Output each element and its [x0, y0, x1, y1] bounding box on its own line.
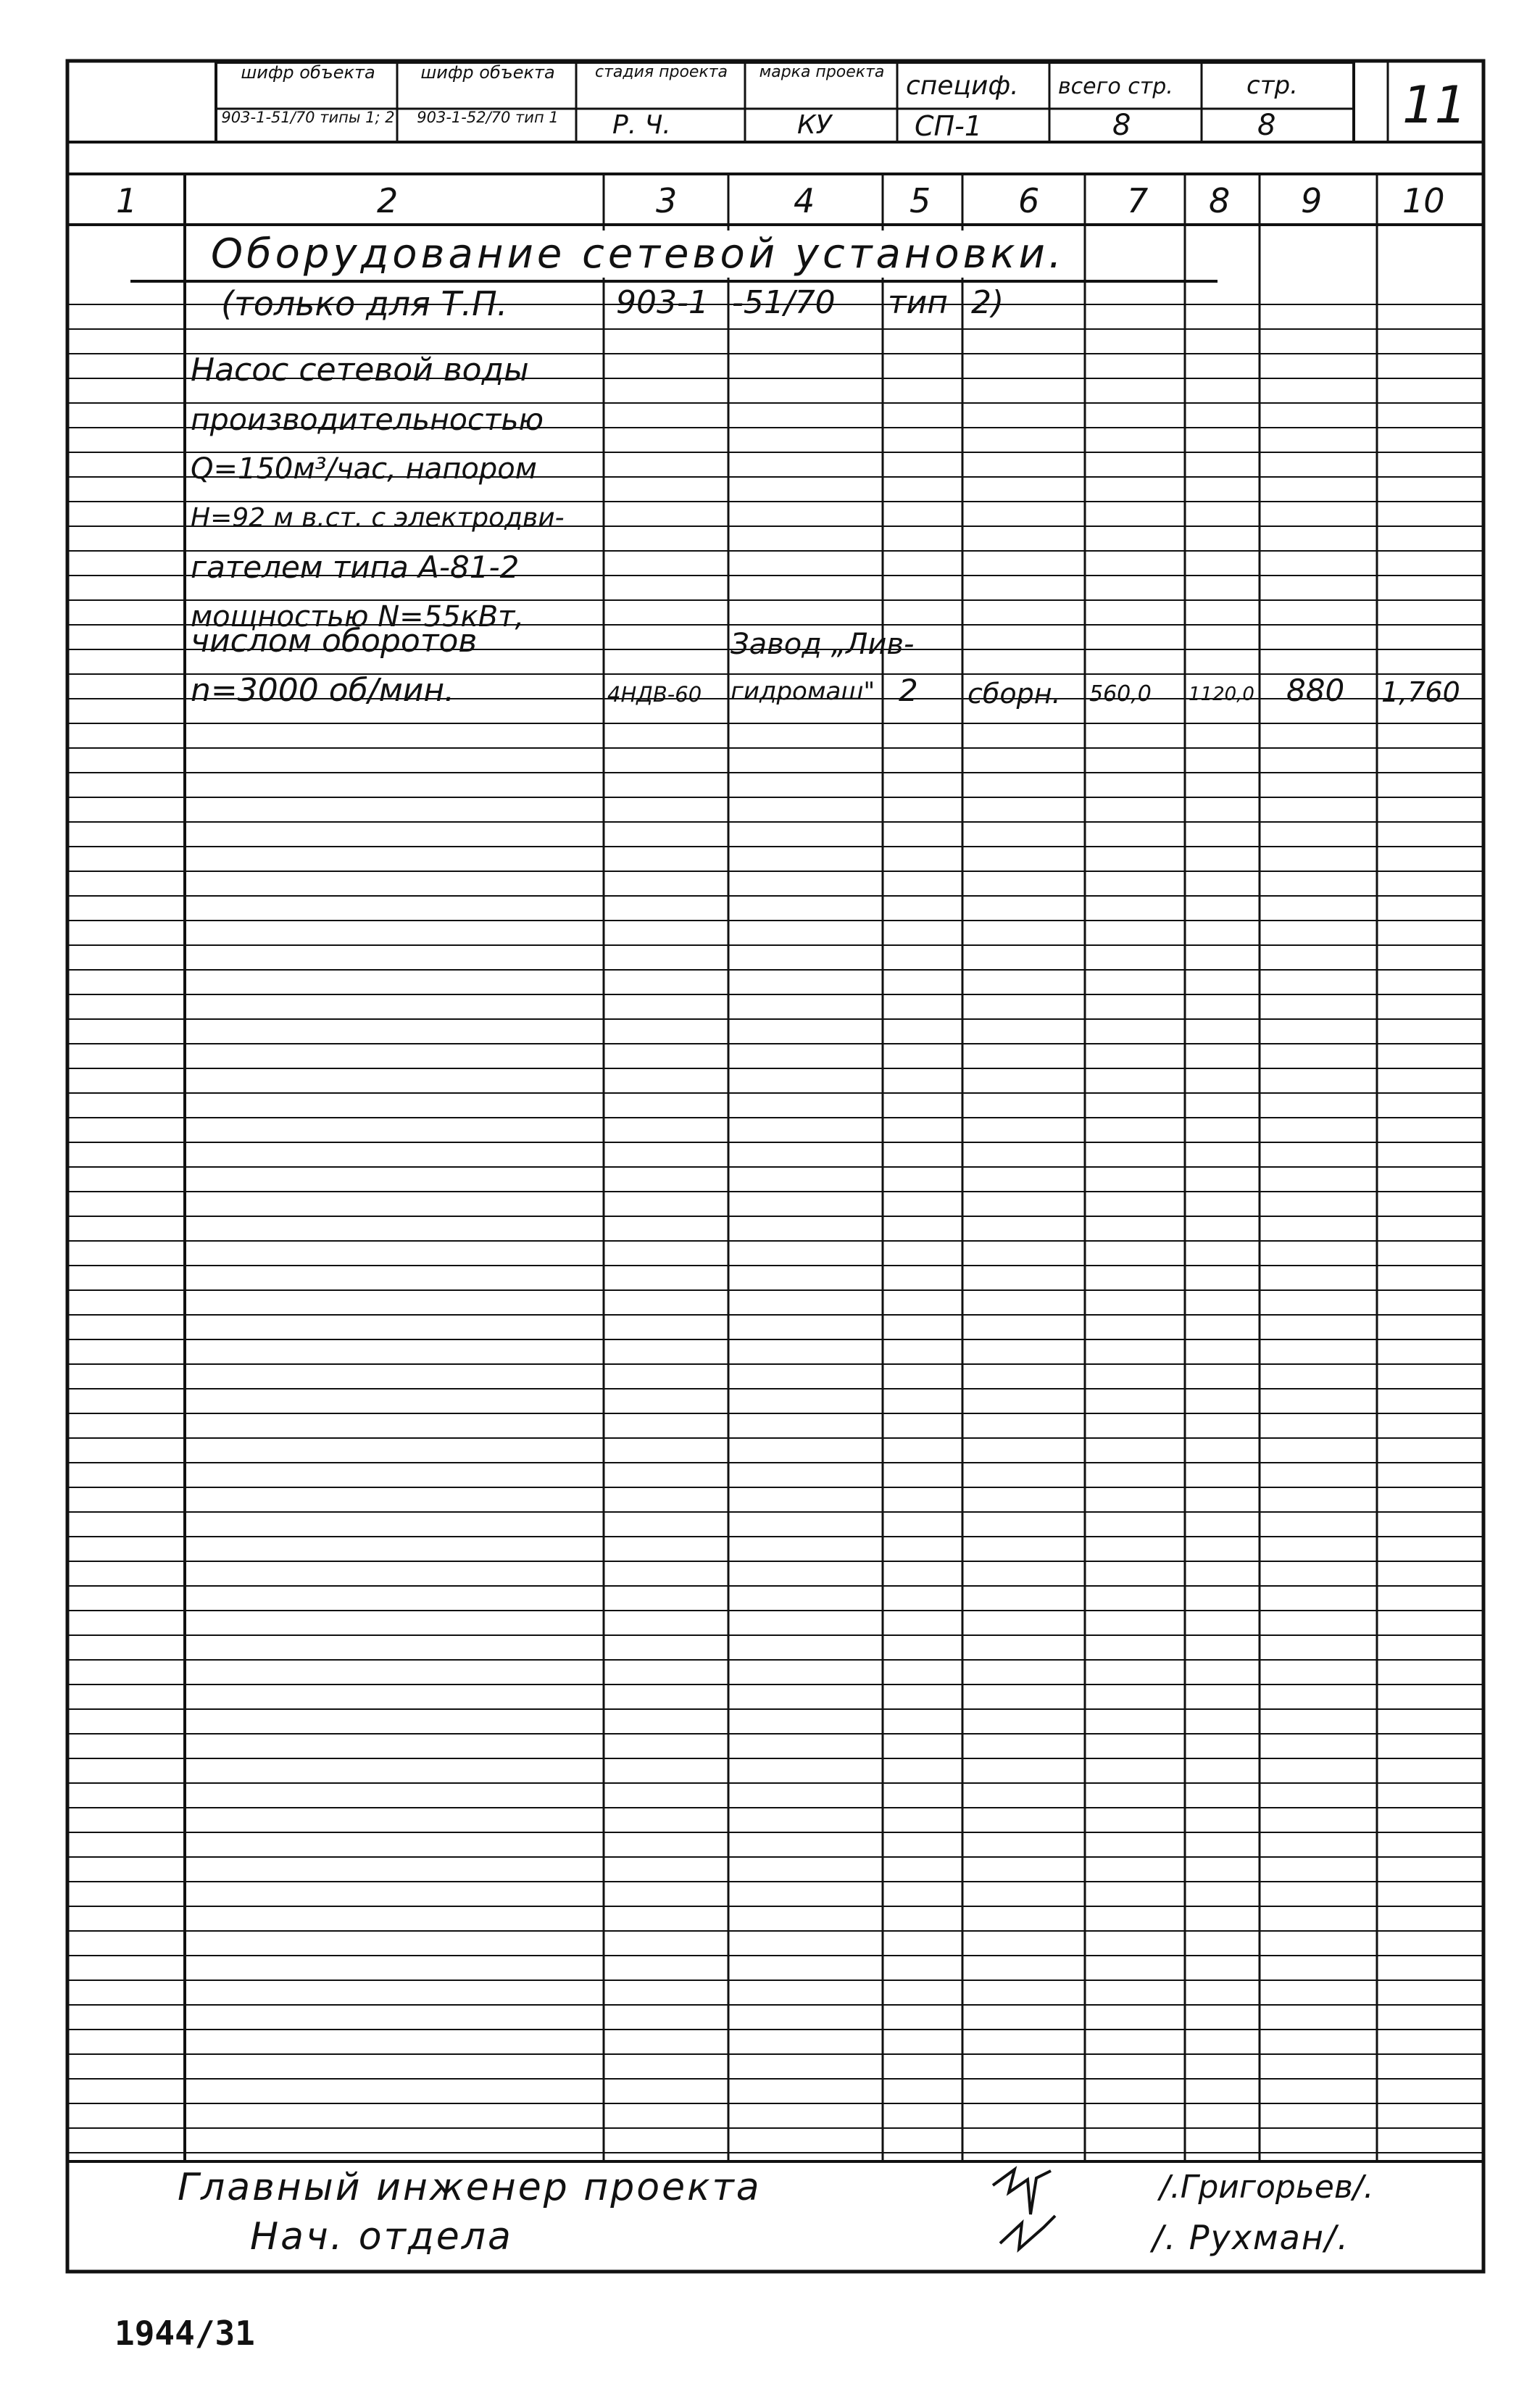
footer-name-department-head: /. Рухман/. [1152, 2218, 1350, 2257]
item-unit-cost: 880 [1286, 673, 1345, 708]
item-description-line-8: n=3000 об/мин. [191, 672, 455, 709]
signature-scribble [986, 2164, 1102, 2265]
section-subtitle-type: тип [888, 284, 948, 321]
stamp-header-project-stage: стадия проекта [594, 63, 728, 81]
col-number-4: 4 [794, 181, 815, 220]
item-quantity: 2 [899, 673, 918, 708]
item-total-cost: 1,760 [1381, 676, 1460, 708]
footer-role-department-head: Нач. отдела [250, 2215, 513, 2259]
item-assembly: сборн. [967, 678, 1061, 710]
footer-name-chief-engineer: /.Григорьев/. [1160, 2169, 1374, 2206]
stamp-header-object-code-1: шифр объекта [241, 62, 375, 83]
col-number-1: 1 [116, 181, 138, 220]
sheet-number: 11 [1402, 75, 1468, 135]
stamp-value-object-code-1: 903-1-51/70 типы 1; 2 [221, 109, 395, 126]
col-number-5: 5 [910, 181, 931, 220]
stamp-value-project-mark: КУ [797, 110, 832, 140]
item-description-line-3: Q=150м³/час, напором [191, 452, 537, 486]
section-subtitle-code-b: -51/70 [732, 284, 836, 321]
stamp-header-object-code-2: шифр объекта [420, 62, 555, 83]
section-title: Оборудование сетевой установки. [207, 230, 1070, 278]
item-model: 4НДВ-60 [607, 682, 702, 707]
col-number-2: 2 [377, 181, 399, 220]
item-description-line-1: Насос сетевой воды [191, 352, 529, 389]
stamp-header-spec: специф. [906, 71, 1019, 101]
item-description-line-6: мощностью N=55кВт, [191, 600, 525, 633]
col-number-8: 8 [1209, 181, 1231, 220]
stamp-header-total-pages: всего стр. [1058, 74, 1173, 99]
stamp-value-project-stage: Р. Ч. [612, 110, 671, 140]
item-unit-weight: 560,0 [1089, 681, 1152, 707]
col-number-7: 7 [1127, 181, 1149, 220]
section-subtitle-prefix: (только для Т.П. [221, 284, 508, 323]
item-description-line-5: гателем типа А-81-2 [191, 549, 520, 585]
col-number-6: 6 [1018, 181, 1040, 220]
item-description-line-2: производительностью [191, 402, 544, 437]
col-number-3: 3 [656, 181, 678, 220]
footer-role-chief-engineer: Главный инженер проекта [178, 2166, 762, 2209]
stamp-value-spec: СП-1 [915, 110, 982, 142]
item-total-weight: 1120,0 [1189, 684, 1254, 705]
stamp-value-object-code-2: 903-1-52/70 тип 1 [417, 109, 559, 126]
item-manufacturer-line-1: Завод „Лив- [731, 628, 915, 661]
archive-number: 1944/31 [115, 2314, 255, 2353]
stamp-header-project-mark: марка проекта [759, 63, 885, 81]
stamp-value-total-pages: 8 [1112, 109, 1131, 142]
stamp-header-page: стр. [1246, 71, 1298, 100]
section-subtitle-code-a: 903-1 [616, 284, 709, 321]
col-number-9: 9 [1301, 181, 1323, 220]
col-number-10: 10 [1402, 181, 1445, 220]
section-subtitle-type-number: 2) [971, 284, 1004, 321]
item-description-line-7: числом оборотов [191, 623, 478, 660]
stamp-value-page: 8 [1257, 109, 1276, 142]
item-manufacturer-line-2: гидромаш" [731, 677, 875, 706]
item-description-line-4: Н=92 м в.ст. с электродви- [191, 503, 565, 533]
